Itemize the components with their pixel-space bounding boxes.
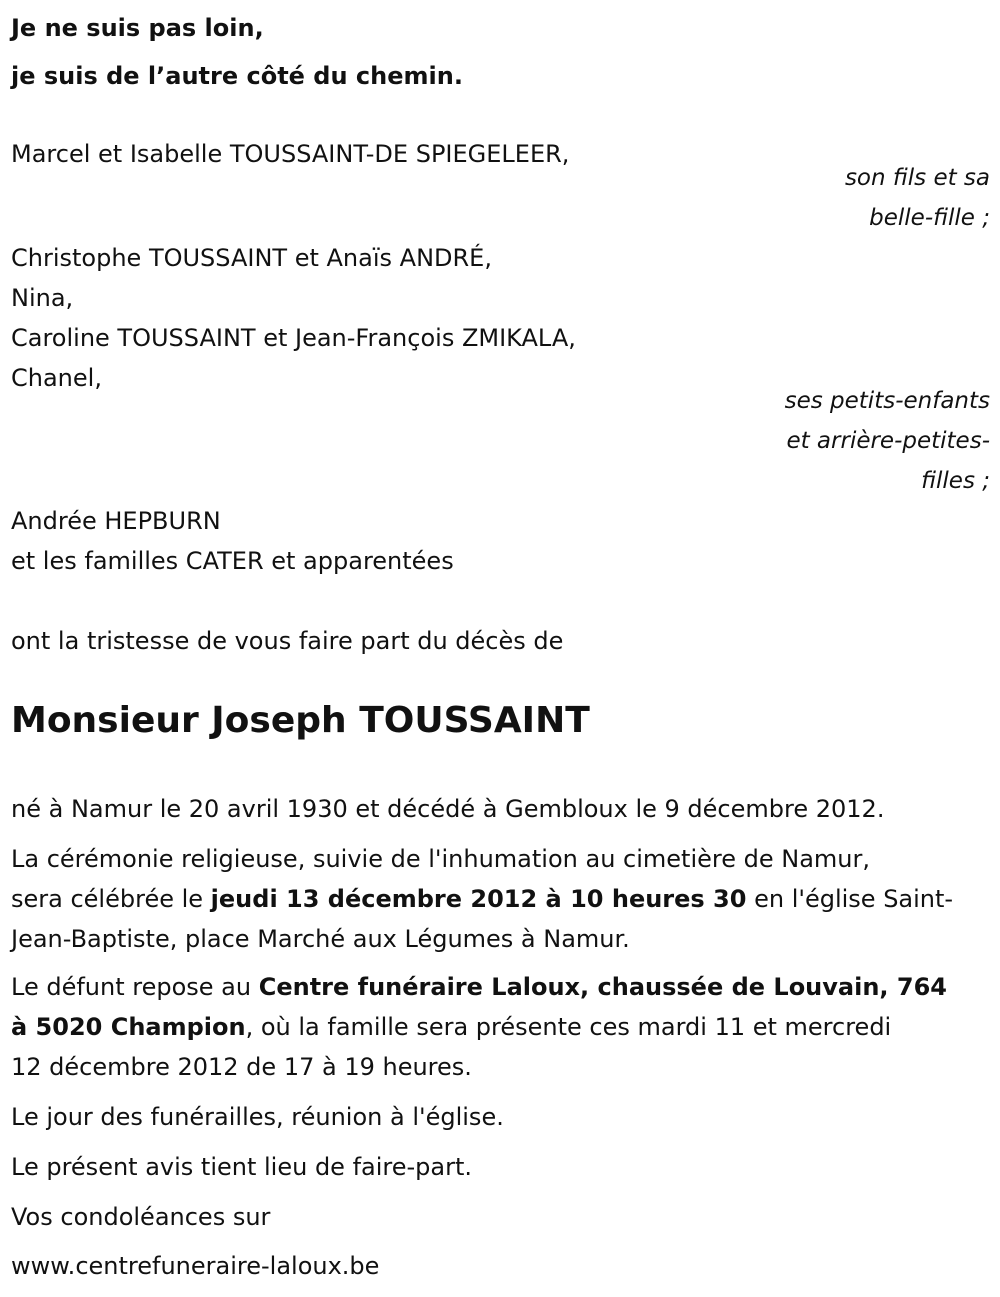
ceremony-text: en l'église Saint- — [746, 885, 954, 913]
website-link[interactable]: www.centrefuneraire-laloux.be — [11, 1252, 380, 1280]
quote-line-2: je suis de l’autre côté du chemin. — [11, 62, 463, 90]
ceremony-date-time: jeudi 13 décembre 2012 à 10 heures 30 — [210, 885, 747, 913]
other-family-line: Andrée HEPBURN — [11, 507, 221, 535]
announcement-text: ont la tristesse de vous faire part du décès de — [11, 627, 564, 655]
ceremony-line-1: La cérémonie religieuse, suivie de l'inhumation au cimetière de Namur, — [11, 845, 870, 873]
ceremony-line-2 — [11, 879, 953, 919]
rest-line-1 — [11, 967, 947, 1007]
ceremony-text: sera célébrée le — [11, 885, 211, 913]
grandchild-line: Chanel, — [11, 364, 102, 392]
rest-line-2 — [11, 1007, 891, 1047]
funeral-day-text: Le jour des funérailles, réunion à l'église. — [11, 1103, 504, 1131]
grandchild-line: Caroline TOUSSAINT et Jean-François ZMIKALA, — [11, 324, 576, 352]
rest-text: Le défunt repose au — [11, 973, 259, 1001]
funeral-home-address: Centre funéraire Laloux, chaussée de Louvain, 764 — [258, 973, 947, 1001]
condolences-text: Vos condoléances sur — [11, 1203, 271, 1231]
other-family-line: et les familles CATER et apparentées — [11, 547, 454, 575]
funeral-home-city: à 5020 Champion — [11, 1013, 246, 1041]
son-names: Marcel et Isabelle TOUSSAINT-DE SPIEGELEER, — [11, 140, 570, 168]
ceremony-line-3: Jean-Baptiste, place Marché aux Légumes à Namur. — [11, 925, 630, 953]
rest-line-3: 12 décembre 2012 de 17 à 19 heures. — [11, 1053, 472, 1081]
grandchildren-relation-line-3: filles ; — [921, 468, 990, 494]
quote-line-1: Je ne suis pas loin, — [11, 14, 264, 42]
grandchild-line: Nina, — [11, 284, 74, 312]
son-relation-line-1: son fils et sa — [844, 165, 990, 191]
birth-death-text: né à Namur le 20 avril 1930 et décédé à Gembloux le 9 décembre 2012. — [11, 795, 885, 823]
grandchild-line: Christophe TOUSSAINT et Anaïs ANDRÉ, — [11, 244, 492, 272]
grandchildren-relation-line-2: et arrière-petites- — [786, 428, 990, 454]
grandchildren-relation-line-1: ses petits-enfants — [784, 388, 990, 414]
rest-text: , où la famille sera présente ces mardi 11 et mercredi — [245, 1013, 892, 1041]
son-relation-line-2: belle-fille ; — [869, 205, 990, 231]
deceased-name: Monsieur Joseph TOUSSAINT — [11, 700, 590, 741]
notice-text: Le présent avis tient lieu de faire-part. — [11, 1153, 473, 1181]
